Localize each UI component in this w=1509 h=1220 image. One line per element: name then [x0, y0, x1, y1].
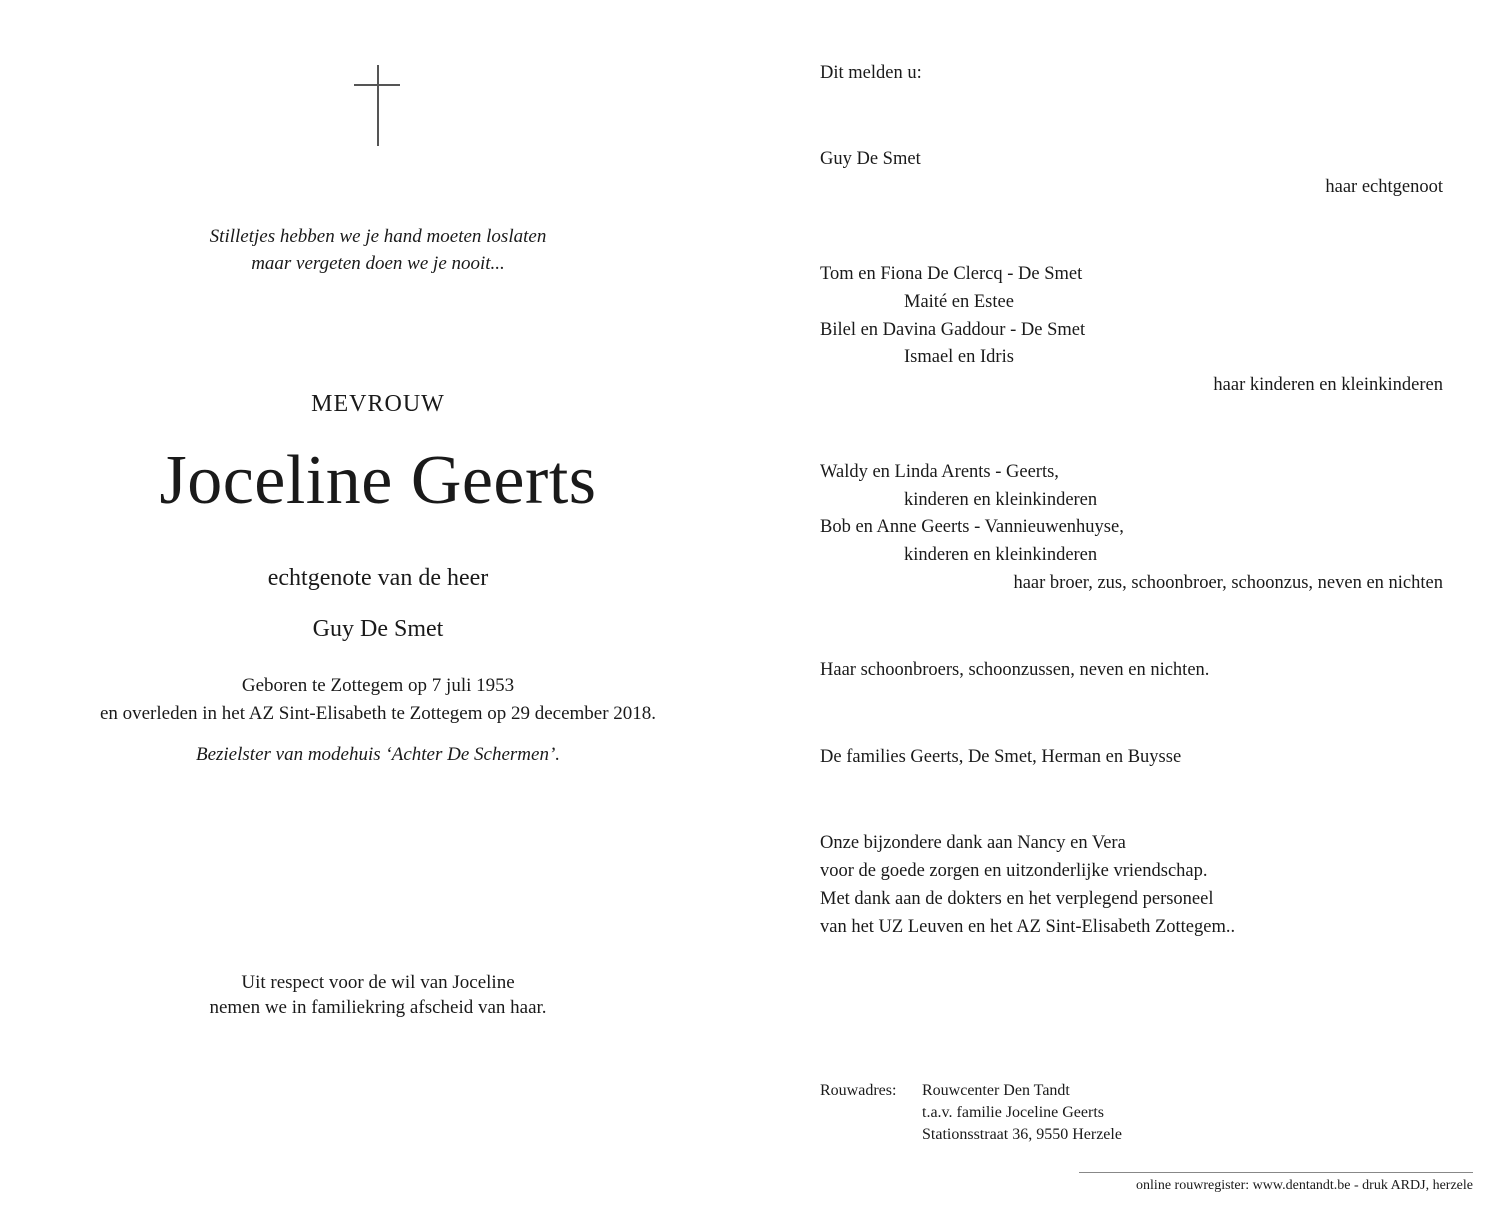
- birth-line: Geboren te Zottegem op 7 juli 1953: [241, 675, 515, 696]
- address-label: Rouwadres:: [820, 1082, 897, 1099]
- note-line: Bezielster van modehuis ‘Achter De Schermen’.: [195, 744, 561, 765]
- sibling-1: Waldy en Linda Arents - Geerts,: [820, 462, 1059, 482]
- quote-line-1: Stilletjes hebben we je hand moeten loslaten: [209, 226, 547, 247]
- siblings-role: haar broer, zus, schoonbroer, schoonzus, neven en nichten: [1013, 573, 1443, 593]
- footer-text: online rouwregister: www.dentandt.be - druk ARDJ, herzele: [1136, 1178, 1473, 1193]
- address-line-2: t.a.v. familie Joceline Geerts: [922, 1104, 1104, 1121]
- sibling-1-sub: kinderen en kleinkinderen: [904, 490, 1098, 510]
- address-line-3: Stationsstraat 36, 9550 Herzele: [922, 1126, 1122, 1143]
- deceased-name: Joceline Geerts: [159, 442, 597, 519]
- thanks-line-3: Met dank aan de dokters en het verplegend personeel: [820, 889, 1214, 909]
- families-line: De families Geerts, De Smet, Herman en Buysse: [820, 747, 1182, 767]
- quote-line-2: maar vergeten doen we je nooit...: [251, 253, 505, 274]
- grandchildren-2: Ismael en Idris: [904, 347, 1014, 367]
- thanks-line-4: van het UZ Leuven en het AZ Sint-Elisabeth Zottegem..: [820, 917, 1236, 937]
- title-mevrouw: MEVROUW: [311, 391, 445, 417]
- respect-line-1: Uit respect voor de wil van Joceline: [241, 972, 515, 993]
- children-role: haar kinderen en kleinkinderen: [1213, 375, 1443, 395]
- husband-name: Guy De Smet: [820, 149, 921, 169]
- child-2: Bilel en Davina Gaddour - De Smet: [820, 320, 1086, 340]
- sibling-2: Bob en Anne Geerts - Vannieuwenhuyse,: [820, 517, 1124, 537]
- grandchildren-1: Maité en Estee: [904, 292, 1014, 312]
- sibling-2-sub: kinderen en kleinkinderen: [904, 545, 1098, 565]
- spouse-intro: echtgenote van de heer: [267, 565, 489, 591]
- child-1: Tom en Fiona De Clercq - De Smet: [820, 264, 1083, 284]
- footer-divider: [1079, 1172, 1473, 1173]
- husband-role: haar echtgenoot: [1325, 177, 1443, 197]
- address-line-1: Rouwcenter Den Tandt: [922, 1082, 1070, 1099]
- death-line: en overleden in het AZ Sint-Elisabeth te Zottegem op 29 december 2018.: [99, 703, 657, 724]
- thanks-line-1: Onze bijzondere dank aan Nancy en Vera: [820, 833, 1126, 853]
- respect-line-2: nemen we in familiekring afscheid van haar.: [209, 997, 547, 1018]
- intro-line: Dit melden u:: [820, 63, 922, 83]
- in-laws-line: Haar schoonbroers, schoonzussen, neven en nichten.: [820, 660, 1210, 680]
- thanks-line-2: voor de goede zorgen en uitzonderlijke vriendschap.: [820, 861, 1208, 881]
- spouse-name: Guy De Smet: [312, 616, 444, 642]
